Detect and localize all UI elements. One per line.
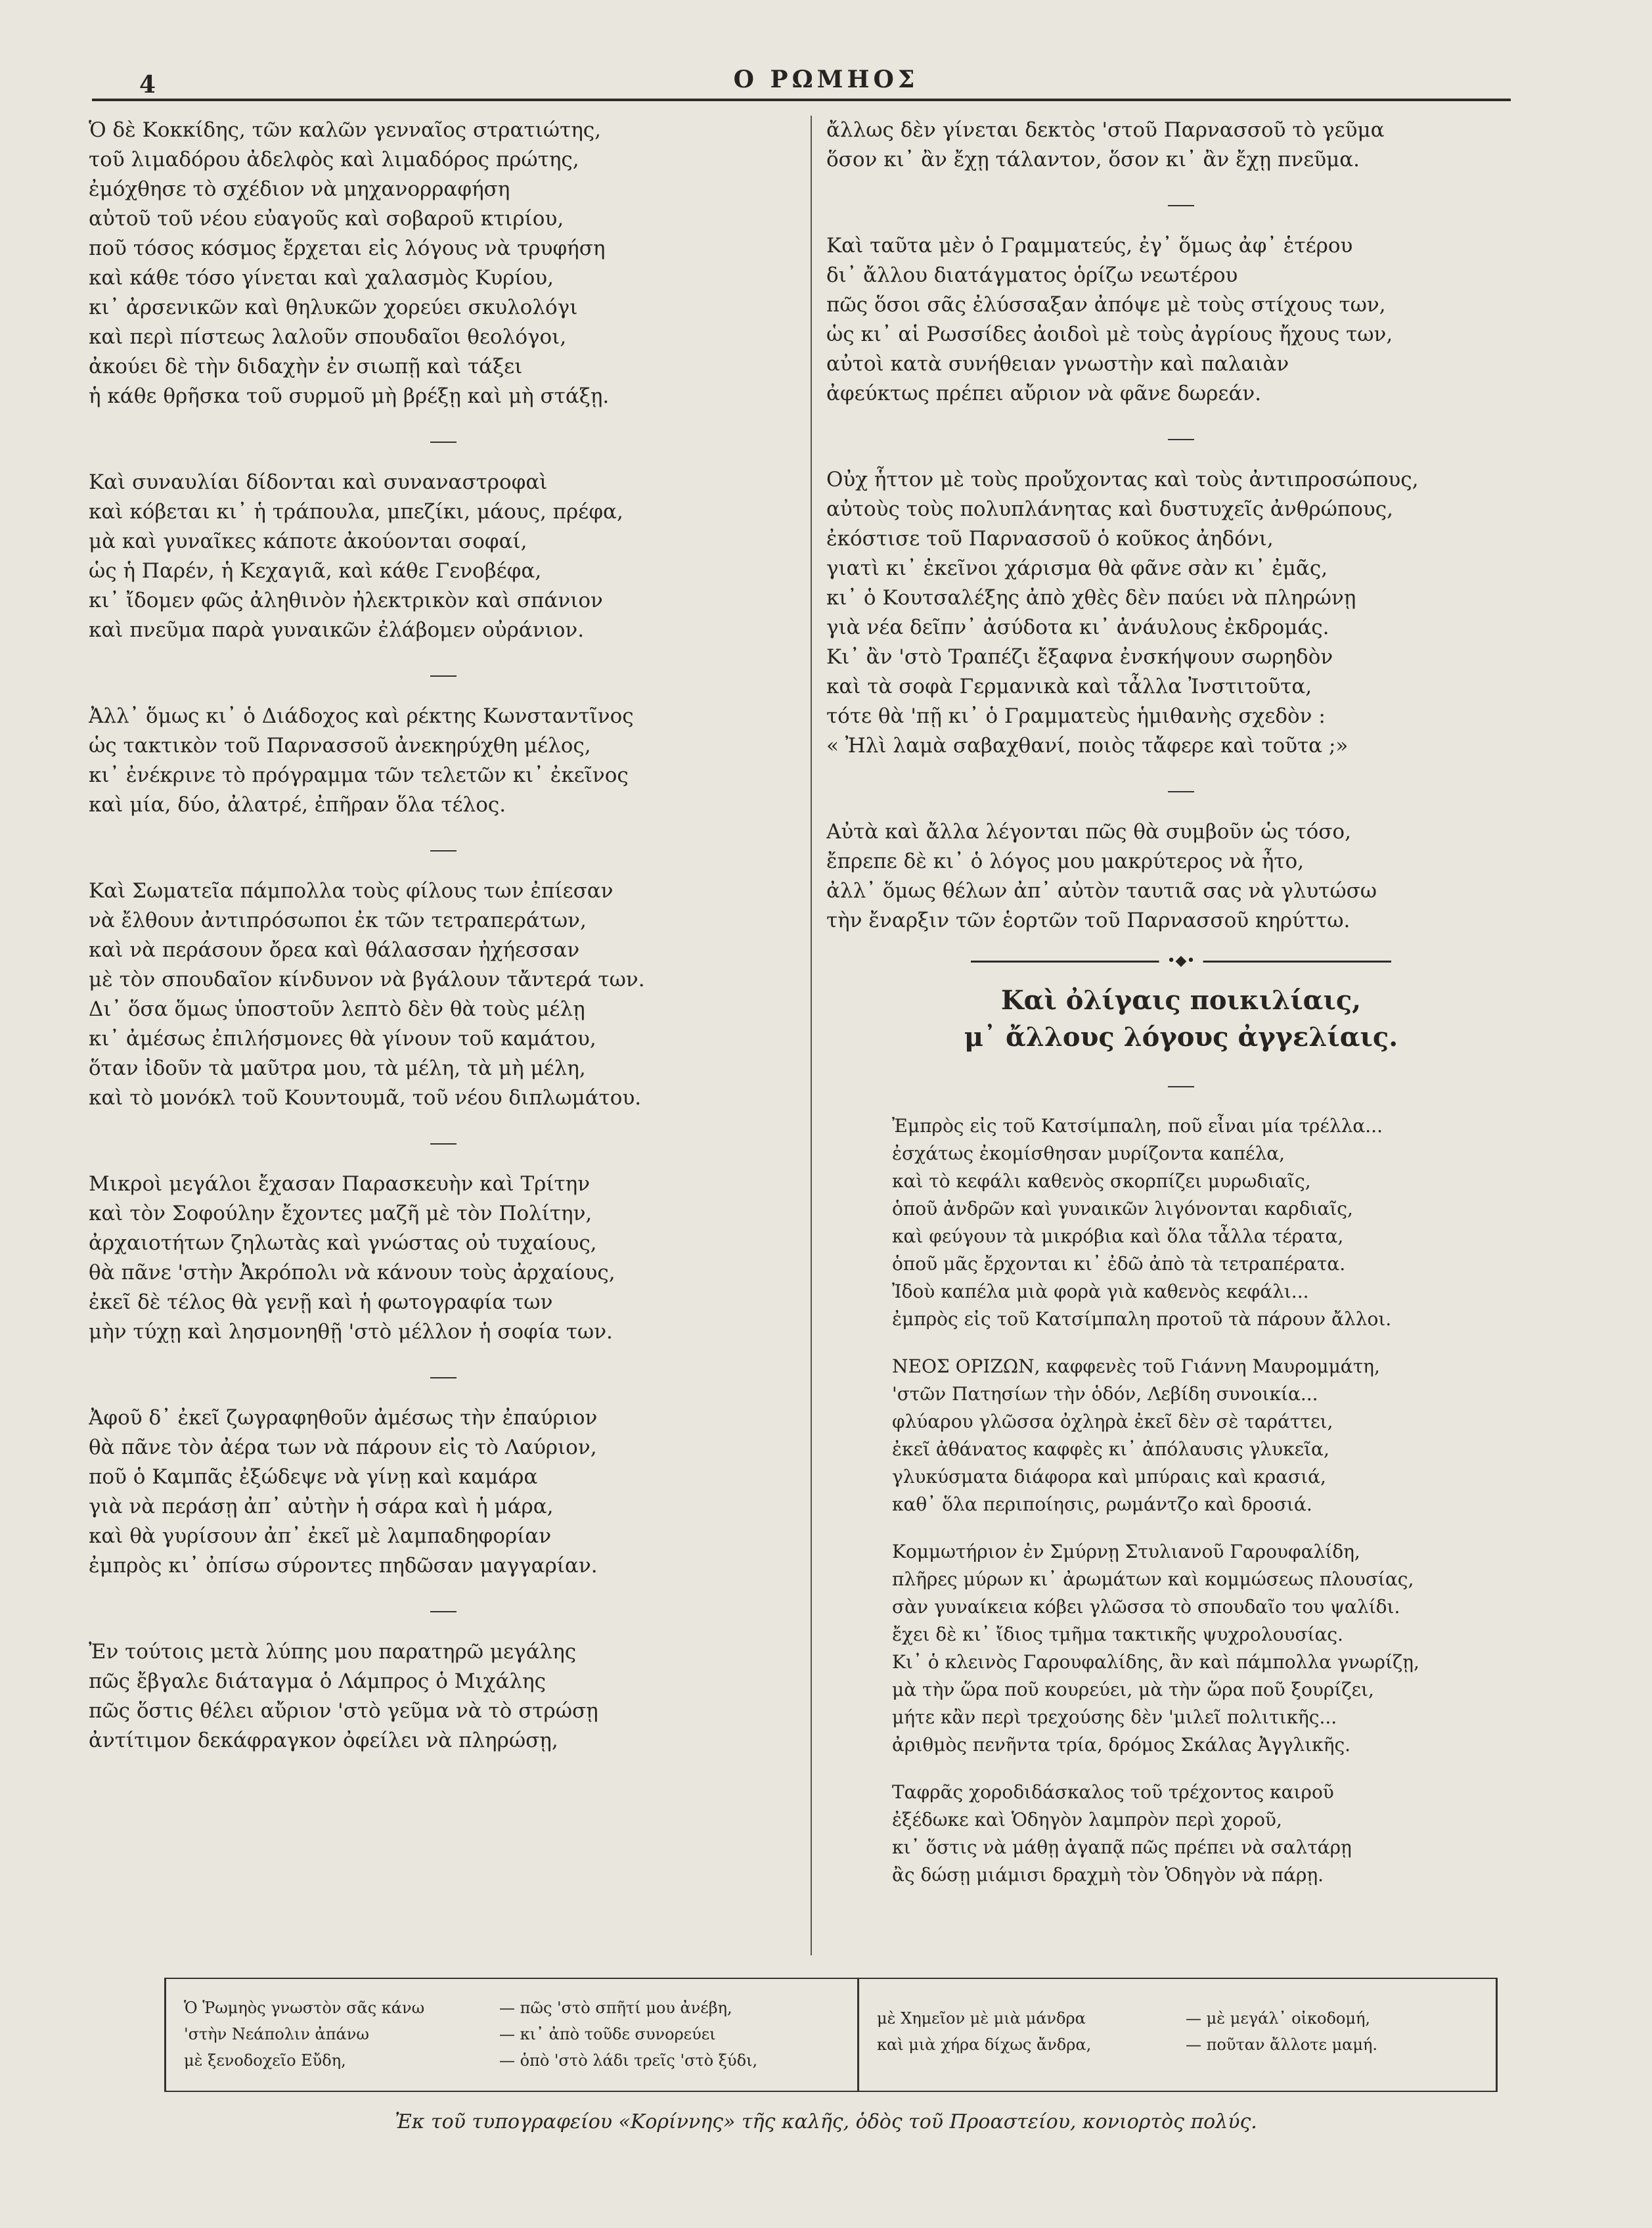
- verse-line: ὡς κι᾽ αἱ Ρωσσίδες ἀοιδοὶ μὲ τοὺς ἀγρίους ἤχους των,: [826, 323, 1393, 346]
- verse-line: ὅταν ἰδοῦν τὰ μαῦτρα μου, τὰ μέλη, τὰ μὴ μέλη,: [89, 1057, 586, 1080]
- verse-line: ἐκεῖ δὲ τέλος θὰ γενῇ καὶ ἡ φωτογραφία των: [89, 1290, 553, 1314]
- page-number: 4: [139, 71, 156, 99]
- ornamental-rule: [971, 953, 1391, 969]
- right-poem: [826, 116, 1536, 936]
- footer-verse-line: [184, 2047, 841, 2074]
- ad-line: Ἐμπρὸς εἰς τοῦ Κατσίμπαλη, ποῦ εἶναι μία τρέλλα...: [892, 1115, 1383, 1137]
- verse-line: δι᾽ ἄλλου διατάγματος ὁρίζω νεωτέρου: [826, 263, 1238, 287]
- header-rule: [92, 99, 1511, 101]
- verse-line: ἀρχαιοτήτων ζηλωτὰς καὶ γνώστας οὐ τυχαίους,: [89, 1231, 597, 1255]
- footer-left-verse: [184, 1995, 841, 2074]
- right-column: [826, 116, 1536, 1949]
- verse-line: μὰ καὶ γυναῖκες κάποτε ἀκούονται σοφαί,: [89, 530, 527, 553]
- verse-line: τοῦ λιμαδόρου ἀδελφὸς καὶ λιμαδόρος πρώτης,: [89, 148, 579, 171]
- printer-imprint: Ἐκ τοῦ τυπογραφείου «Κορίννης» τῆς καλῆς, ὁδὸς τοῦ Προαστείου, κονιορτὸς πολύς.: [395, 2110, 1257, 2133]
- stanza: [89, 876, 798, 1113]
- verse-line: γιὰ νέα δεῖπν᾽ ἀσύδοτα κι᾽ ἀνάυλους ἐκδρομάς.: [826, 616, 1329, 639]
- verse-line: καὶ μία, δύο, ἀλατρέ, ἐπῆραν ὅλα τέλος.: [89, 793, 506, 817]
- verse-line: πῶς ὅστις θέλει αὔριον 'στὸ γεῦμα νὰ τὸ στρώσῃ: [89, 1699, 598, 1723]
- verse-line: Ἀφοῦ δ᾽ ἐκεῖ ζωγραφηθοῦν ἀμέσως τὴν ἐπαύριον: [89, 1406, 598, 1430]
- left-column: [89, 116, 798, 1949]
- separator-dash: [430, 850, 457, 852]
- advertisement: [892, 1112, 1536, 1333]
- ads-title-line: Καὶ ὀλίγαις ποικιλίαις,: [1000, 985, 1362, 1016]
- verse-line: ἐμόχθησε τὸ σχέδιον νὰ μηχανορραφήση: [89, 177, 510, 201]
- verse-line: Καὶ συναυλίαι δίδονται καὶ συναναστροφαὶ: [89, 470, 548, 494]
- ad-line: Ἰδοὺ καπέλα μιὰ φορὰ γιὰ καθενὸς κεφάλι...: [892, 1281, 1309, 1302]
- verse-line: « Ἠλὶ λαμὰ σαβαχθανί, ποιὸς τἄφερε καὶ τοῦτα ;»: [826, 734, 1349, 758]
- ad-line: ἔχει δὲ κι᾽ ἴδιος τμῆμα τακτικῆς ψυχρολουσίας.: [892, 1624, 1343, 1645]
- verse-line: κι᾽ ἀρσενικῶν καὶ θηλυκῶν χορεύει σκυλολόγι: [89, 296, 578, 319]
- verse-line: ὡς τακτικὸν τοῦ Παρνασσοῦ ἀνεκηρύχθη μέλος,: [89, 734, 591, 758]
- ad-line: Κομμωτήριον ἐν Σμύρνῃ Στυλιανοῦ Γαρουφαλίδη,: [892, 1541, 1360, 1562]
- separator-dash: [1168, 1086, 1194, 1087]
- verse-line: ποῦ τόσος κόσμος ἔρχεται εἰς λόγους νὰ τρυφήση: [89, 237, 606, 260]
- verse-line: Καὶ Σωματεῖα πάμπολλα τοὺς φίλους των ἐπίεσαν: [89, 879, 614, 903]
- ad-line: ὁποῦ μᾶς ἔρχονται κι᾽ ἐδῶ ἀπὸ τὰ τετραπέρατα.: [892, 1253, 1346, 1275]
- separator-dash: [430, 1143, 457, 1145]
- verse-line: κι᾽ ἴδομεν φῶς ἀληθινὸν ἠλεκτρικὸν καὶ σπάνιον: [89, 589, 603, 612]
- footer-right-verse: [877, 2005, 1481, 2058]
- verse-line: αὐτοὶ κατὰ συνήθειαν γνωστὴν καὶ παλαιὰν: [826, 352, 1289, 376]
- verse-line: ἀλλ᾽ ὅμως θέλων ἀπ᾽ αὐτὸν ταυτιᾶ σας νὰ γλυτώσω: [826, 879, 1377, 903]
- ornament-icon: •◆•: [1159, 951, 1203, 971]
- separator-dash: [1168, 791, 1194, 792]
- stanza: [89, 702, 798, 820]
- ad-line: ἐξέδωκε καὶ Ὁδηγὸν λαμπρὸν περὶ χοροῦ,: [892, 1809, 1282, 1830]
- ad-line: γλυκύσματα διάφορα καὶ μπύραις καὶ κρασιά,: [892, 1466, 1326, 1488]
- stanza: [89, 468, 798, 645]
- stanza: [826, 231, 1536, 409]
- footer-half-line-first: Ὁ Ῥωμηὸς γνωστὸν σᾶς κάνω: [184, 1999, 425, 2017]
- verse-line: αὐτοὺς τοὺς πολυπλάνητας καὶ δυστυχεῖς ἀνθρώπους,: [826, 497, 1393, 521]
- footer-half-line-second: — ποῦταν ἄλλοτε μαμή.: [1186, 2035, 1377, 2054]
- ad-line: καὶ τὸ κεφάλι καθενὸς σκορπίζει μυρωδιαῖς,: [892, 1170, 1311, 1192]
- verse-line: θὰ πᾶνε τὸν ἀέρα των νὰ πάρουν εἰς τὸ Λαύριον,: [89, 1436, 597, 1459]
- stanza: [89, 1403, 798, 1581]
- separator-dash: [430, 442, 457, 443]
- column-divider: [811, 116, 812, 1955]
- footer-rule-right: [1496, 1979, 1498, 2091]
- verse-line: ἄλλως δὲν γίνεται δεκτὸς 'στοῦ Παρνασσοῦ τὸ γεῦμα: [826, 118, 1385, 142]
- verse-line: Κι᾽ ἂν 'στὸ Τραπέζι ἔξαφνα ἐνσκήψουν σωρηδὸν: [826, 645, 1333, 669]
- verse-line: κι᾽ ὁ Κουτσαλέξης ἀπὸ χθὲς δὲν παύει νὰ πληρώνῃ: [826, 586, 1356, 610]
- verse-line: ἐκόστισε τοῦ Παρνασσοῦ ὁ κοῦκος ἀηδόνι,: [826, 527, 1274, 551]
- ad-line: κι᾽ ὅστις νὰ μάθῃ ἀγαπᾷ πῶς πρέπει νὰ σαλτάρῃ: [892, 1836, 1352, 1858]
- verse-line: μὴν τύχῃ καὶ λησμονηθῇ 'στὸ μέλλον ἡ σοφία των.: [89, 1320, 613, 1344]
- verse-line: καὶ τὸ μονόκλ τοῦ Κουντουμᾶ, τοῦ νέου διπλωμάτου.: [89, 1086, 642, 1110]
- verse-line: Ἐν τούτοις μετὰ λύπης μου παρατηρῶ μεγάλης: [89, 1640, 577, 1664]
- footer-verse-line: [877, 2032, 1481, 2058]
- ad-line: Ταφρᾶς χοροδιδάσκαλος τοῦ τρέχοντος καιροῦ: [892, 1781, 1334, 1803]
- verse-line: πῶς ὅσοι σᾶς ἐλύσσαξαν ἀπόψε μὲ τοὺς στίχους των,: [826, 293, 1386, 317]
- footer-half-line-first: καὶ μιὰ χήρα δίχως ἄνδρα,: [877, 2035, 1092, 2054]
- advertisement: [892, 1538, 1536, 1759]
- ad-line: σὰν γυναίκεια κόβει γλῶσσα τὸ σπουδαῖο του ψαλίδι.: [892, 1596, 1400, 1618]
- footer-half-line-second: — ὁπὸ 'στὸ λάδι τρεῖς 'στὸ ξύδι,: [499, 2051, 758, 2070]
- verse-line: νὰ ἔλθουν ἀντιπρόσωποι ἐκ τῶν τετραπεράτων,: [89, 909, 587, 932]
- advertisement: [892, 1353, 1536, 1518]
- ads-title-line: μ᾽ ἄλλους λόγους ἀγγελίαις.: [964, 1022, 1398, 1053]
- footer-verse-line: [877, 2005, 1481, 2032]
- separator-dash: [430, 675, 457, 677]
- verse-line: ὡς ἡ Παρέν, ἡ Κεχαγιᾶ, καὶ κάθε Γενοβέφα,: [89, 559, 542, 583]
- ad-line: καθ᾽ ὅλα περιποίησις, ρωμάντζο καὶ δροσιά.: [892, 1493, 1312, 1515]
- verse-line: γιατὶ κι᾽ ἐκεῖνοι χάρισμα θὰ φᾶνε σὰν κι᾽ ἐμᾶς,: [826, 557, 1328, 580]
- footer-half-line-first: μὲ ξενοδοχεῖο Εὔδη,: [184, 2051, 346, 2070]
- verse-line: καὶ τὸν Σοφούλην ἔχοντες μαζῆ μὲ τὸν Πολίτην,: [89, 1202, 592, 1225]
- ad-line: ἀριθμὸς πενῆντα τρία, δρόμος Σκάλας Ἀγγλικῆς.: [892, 1734, 1351, 1756]
- footer-verse-line: [184, 1995, 841, 2021]
- verse-line: ἀντίτιμον δεκάφραγκον ὀφείλει νὰ πληρώσῃ,: [89, 1729, 558, 1752]
- stanza: [89, 116, 798, 411]
- ad-line: ἐσχάτως ἐκομίσθησαν μυρίζοντα καπέλα,: [892, 1143, 1285, 1164]
- verse-line: Ὁ δὲ Κοκκίδης, τῶν καλῶν γενναῖος στρατιώτης,: [89, 118, 601, 142]
- separator-dash: [1168, 439, 1194, 440]
- verse-line: τότε θὰ 'πῇ κι᾽ ὁ Γραμματεὺς ἡμιθανὴς σχεδὸν :: [826, 704, 1326, 728]
- verse-line: ἡ κάθε θρῆσκα τοῦ συρμοῦ μὴ βρέξῃ καὶ μὴ στάξῃ.: [89, 384, 610, 408]
- separator-dash: [430, 1377, 457, 1378]
- stanza: [826, 465, 1536, 761]
- footer-half-line-first: 'στὴν Νεάπολιν ἀπάνω: [184, 2025, 369, 2043]
- ad-line: ἐκεῖ ἀθάνατος καφφὲς κι᾽ ἀπόλαυσις γλυκεῖα,: [892, 1438, 1329, 1460]
- separator-dash: [1168, 205, 1194, 206]
- verse-line: θὰ πᾶνε 'στὴν Ἀκρόπολι νὰ κάνουν τοὺς ἀρχαίους,: [89, 1261, 615, 1285]
- ad-line: ἂς δώσῃ μιάμισι δραχμὴ τὸν Ὁδηγὸν νὰ πάρῃ.: [892, 1864, 1324, 1886]
- verse-line: καὶ κάθε τόσο γίνεται καὶ χαλασμὸς Κυρίου,: [89, 266, 554, 290]
- stanza: [826, 116, 1536, 175]
- footer-rule-left: [164, 1979, 166, 2091]
- ad-line: πλῆρες μύρων κι᾽ ἀρωμάτων καὶ κομμώσεως πλουσίας,: [892, 1568, 1414, 1590]
- verse-line: Μικροὶ μεγάλοι ἔχασαν Παρασκευὴν καὶ Τρίτην: [89, 1172, 591, 1196]
- verse-line: ὅσον κι᾽ ἂν ἔχῃ τάλαντον, ὅσον κι᾽ ἂν ἔχῃ πνεῦμα.: [826, 148, 1360, 171]
- ad-line: Κι᾽ ὁ κλεινὸς Γαρουφαλίδης, ἂν καὶ πάμπολλα γνωρίζῃ,: [892, 1651, 1419, 1673]
- footer-half-line-first: μὲ Χημεῖον μὲ μιὰ μάνδρα: [877, 2009, 1086, 2028]
- verse-line: ἐμπρὸς κι᾽ ὀπίσω σύροντες πηδῶσαν μαγγαρίαν.: [89, 1554, 598, 1578]
- verse-line: κι᾽ ἀμέσως ἐπιλήσμονες θὰ γίνουν τοῦ καμάτου,: [89, 1027, 596, 1051]
- separator-dash: [430, 1611, 457, 1612]
- verse-line: καὶ πνεῦμα παρὰ γυναικῶν ἐλάβομεν οὐράνιον.: [89, 618, 585, 642]
- ad-gap: [892, 1333, 1536, 1353]
- verse-line: καὶ νὰ περάσουν ὄρεα καὶ θάλασσαν ἠχήεσσαν: [89, 938, 580, 962]
- ad-line: μήτε κἂν περὶ τρεχούσης δὲν 'μιλεῖ πολιτικῆς...: [892, 1706, 1337, 1728]
- footer-verse-line: [184, 2021, 841, 2047]
- ad-line: ἐμπρὸς εἰς τοῦ Κατσίμπαλη προτοῦ τὰ πάρουν ἄλλοι.: [892, 1308, 1392, 1330]
- ad-gap: [892, 1518, 1536, 1538]
- footer-notice-box: [164, 1978, 1498, 2092]
- verse-line: καὶ περὶ πίστεως λαλοῦν σπουδαῖοι θεολόγοι,: [89, 325, 567, 349]
- verse-line: πῶς ἔβγαλε διάταγμα ὁ Λάμπρος ὁ Μιχάλης: [89, 1670, 546, 1693]
- verse-line: καὶ τὰ σοφὰ Γερμανικὰ καὶ τἆλλα Ἰνστιτοῦτα,: [826, 675, 1312, 698]
- verse-line: ἀφεύκτως πρέπει αὔριον νὰ φᾶνε δωρεάν.: [826, 382, 1262, 405]
- ad-line: ΝΕΟΣ ΟΡΙΖΩΝ, καφφενὲς τοῦ Γιάννη Μαυρομμάτη,: [892, 1355, 1380, 1377]
- verse-line: μὲ τὸν σπουδαῖον κίνδυνον νὰ βγάλουν τἄντερά των.: [89, 968, 645, 991]
- ad-line: 'στῶν Πατησίων τὴν ὁδόν, Λεβίδη συνοικία...: [892, 1383, 1318, 1405]
- ad-gap: [892, 1759, 1536, 1779]
- footer-half-line-second: — κι᾽ ἀπὸ τοῦδε συνορεύει: [499, 2025, 716, 2043]
- verse-line: κι᾽ ἐνέκρινε τὸ πρόγραμμα τῶν τελετῶν κι᾽ ἐκεῖνος: [89, 763, 629, 787]
- verse-line: Οὐχ ἧττον μὲ τοὺς προὔχοντας καὶ τοὺς ἀντιπροσώπους,: [826, 468, 1419, 491]
- verse-line: ποῦ ὁ Καμπᾶς ἐξώδεψε νὰ γίνῃ καὶ καμάρα: [89, 1465, 538, 1489]
- masthead: Ο ΡΩΜΗΟΣ: [733, 66, 919, 93]
- verse-line: ἔπρεπε δὲ κι᾽ ὁ λόγος μου μακρύτερος νὰ ἦτο,: [826, 850, 1305, 873]
- verse-line: Ἀλλ᾽ ὅμως κι᾽ ὁ Διάδοχος καὶ ρέκτης Κωνσταντῖνος: [89, 704, 634, 728]
- footer-half-line-second: — πῶς 'στὸ σπῆτί μου ἀνέβη,: [499, 1999, 732, 2017]
- ad-line: φλύαρου γλῶσσα ὀχληρὰ ἐκεῖ δὲν σὲ ταράττει,: [892, 1411, 1333, 1432]
- stanza: [826, 817, 1536, 936]
- verse-line: τὴν ἔναρξιν τῶν ἑορτῶν τοῦ Παρνασσοῦ κηρύττω.: [826, 909, 1351, 932]
- ad-line: μὰ τὴν ὥρα ποῦ κουρεύει, μὰ τὴν ὥρα ποῦ ξουρίζει,: [892, 1679, 1374, 1700]
- ad-line: ὁποῦ ἀνδρῶν καὶ γυναικῶν λιγόνονται καρδιαῖς,: [892, 1198, 1353, 1219]
- verse-line: Καὶ ταῦτα μὲν ὁ Γραμματεύς, ἐγ᾽ ὅμως ἀφ᾽ ἑτέρου: [826, 234, 1353, 258]
- verse-line: ἀκούει δὲ τὴν διδαχὴν ἐν σιωπῇ καὶ τάξει: [89, 355, 523, 378]
- footer-rule-middle: [857, 1979, 859, 2091]
- verse-line: Αὐτὰ καὶ ἄλλα λέγονται πῶς θὰ συμβοῦν ὡς τόσο,: [826, 820, 1351, 844]
- verse-line: Δι᾽ ὅσα ὅμως ὑποστοῦν λεπτὸ δὲν θὰ τοὺς μέλῃ: [89, 997, 585, 1021]
- verse-line: αὐτοῦ τοῦ νέου εὐαγοῦς καὶ σοβαροῦ κτιρίου,: [89, 207, 564, 231]
- advertisements: [892, 1112, 1536, 1889]
- verse-line: γιὰ νὰ περάσῃ ἀπ᾽ αὐτὴν ἡ σάρα καὶ ἡ μάρα,: [89, 1495, 554, 1518]
- footer-half-line-second: — μὲ μεγάλ᾽ οἰκοδομή,: [1186, 2009, 1370, 2028]
- advertisement: [892, 1779, 1536, 1889]
- verse-line: καὶ κόβεται κι᾽ ἡ τράπουλα, μπεζίκι, μάους, πρέφα,: [89, 500, 623, 524]
- stanza: [89, 1170, 798, 1347]
- stanza: [89, 1637, 798, 1756]
- verse-line: καὶ θὰ γυρίσουν ἀπ᾽ ἐκεῖ μὲ λαμπαδηφορίαν: [89, 1524, 552, 1548]
- ad-line: καὶ φεύγουν τὰ μικρόβια καὶ ὅλα τἆλλα τέρατα,: [892, 1225, 1344, 1247]
